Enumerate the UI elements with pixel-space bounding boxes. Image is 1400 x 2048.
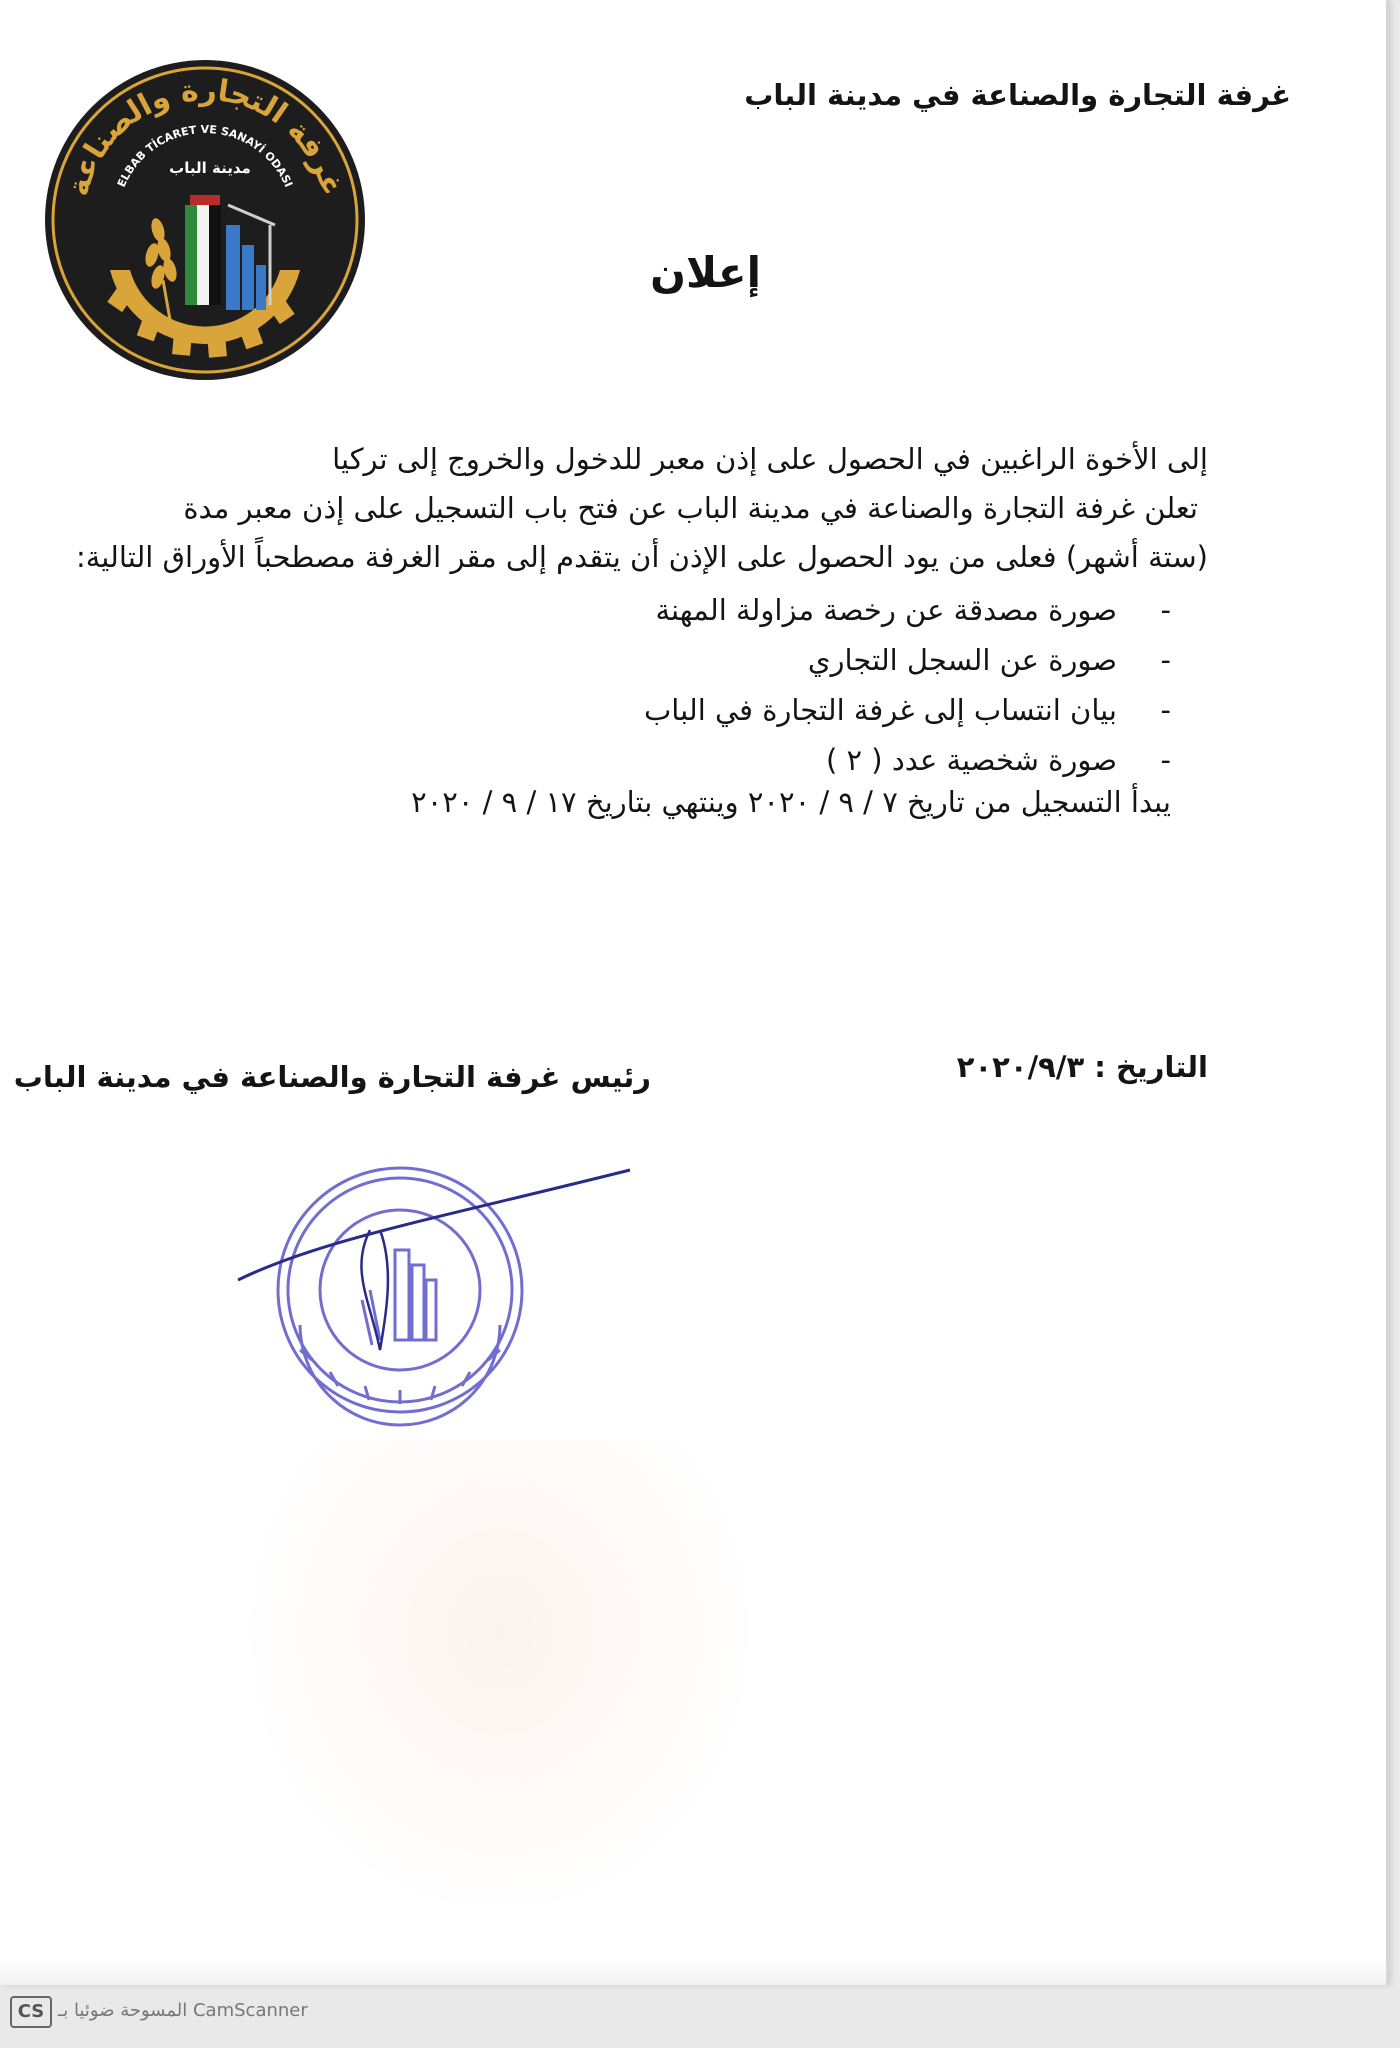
list-marker: - xyxy=(1160,643,1171,677)
chamber-logo xyxy=(40,55,370,385)
requirement-text: صورة عن السجل التجاري xyxy=(807,643,1117,677)
body-line: (ستة أشهر) فعلى من يود الحصول على الإذن أن يتقدم إلى مقر الغرفة مصطحباً الأوراق التالية: xyxy=(75,540,1208,574)
signatory-title: رئيس غرفة التجارة والصناعة في مدينة الباب xyxy=(13,1060,651,1094)
body-line: تعلن غرفة التجارة والصناعة في مدينة الباب عن فتح باب التسجيل على إذن معبر مدة xyxy=(183,491,1198,525)
announcement-body xyxy=(75,435,1208,582)
header-org-name: غرفة التجارة والصناعة في مدينة الباب xyxy=(744,78,1291,112)
requirements-list xyxy=(171,585,1171,785)
document-title: إعلان xyxy=(650,248,761,297)
list-marker: - xyxy=(1160,743,1171,777)
document-date: التاريخ : ٢٠٢٠/٩/٣ xyxy=(956,1050,1208,1084)
requirement-text: صورة مصدقة عن رخصة مزاولة المهنة xyxy=(655,593,1117,627)
official-stamp xyxy=(230,1150,650,1430)
registration-dates: يبدأ التسجيل من تاريخ ٧ / ٩ / ٢٠٢٠ وينتهي بتاريخ ١٧ / ٩ / ٢٠٢٠ xyxy=(411,785,1171,819)
list-item xyxy=(171,685,1171,735)
list-item xyxy=(171,585,1171,635)
requirement-text: صورة شخصية عدد ( ٢ ) xyxy=(825,743,1117,777)
list-item xyxy=(171,735,1171,785)
scan-smudge xyxy=(240,1440,760,1920)
list-item xyxy=(171,635,1171,685)
list-marker: - xyxy=(1160,693,1171,727)
logo-city-text: مدينة الباب xyxy=(169,159,251,177)
flag-icon xyxy=(185,195,221,305)
camscanner-watermark-text: المسوحة ضوئيا بـ CamScanner xyxy=(58,2000,308,2021)
logo-turkish-text: ELBAB TİCARET VE SANAYİ ODASI xyxy=(114,123,296,190)
camscanner-badge-icon: CS xyxy=(10,1996,52,2028)
scanner-footer xyxy=(0,1990,1400,2048)
requirement-text: بيان انتساب إلى غرفة التجارة في الباب xyxy=(643,693,1117,727)
logo-arabic-text: غرفة التجارة والصناعة xyxy=(60,72,350,200)
list-marker: - xyxy=(1160,593,1171,627)
body-line: إلى الأخوة الراغبين في الحصول على إذن معبر للدخول والخروج إلى تركيا xyxy=(332,442,1208,476)
